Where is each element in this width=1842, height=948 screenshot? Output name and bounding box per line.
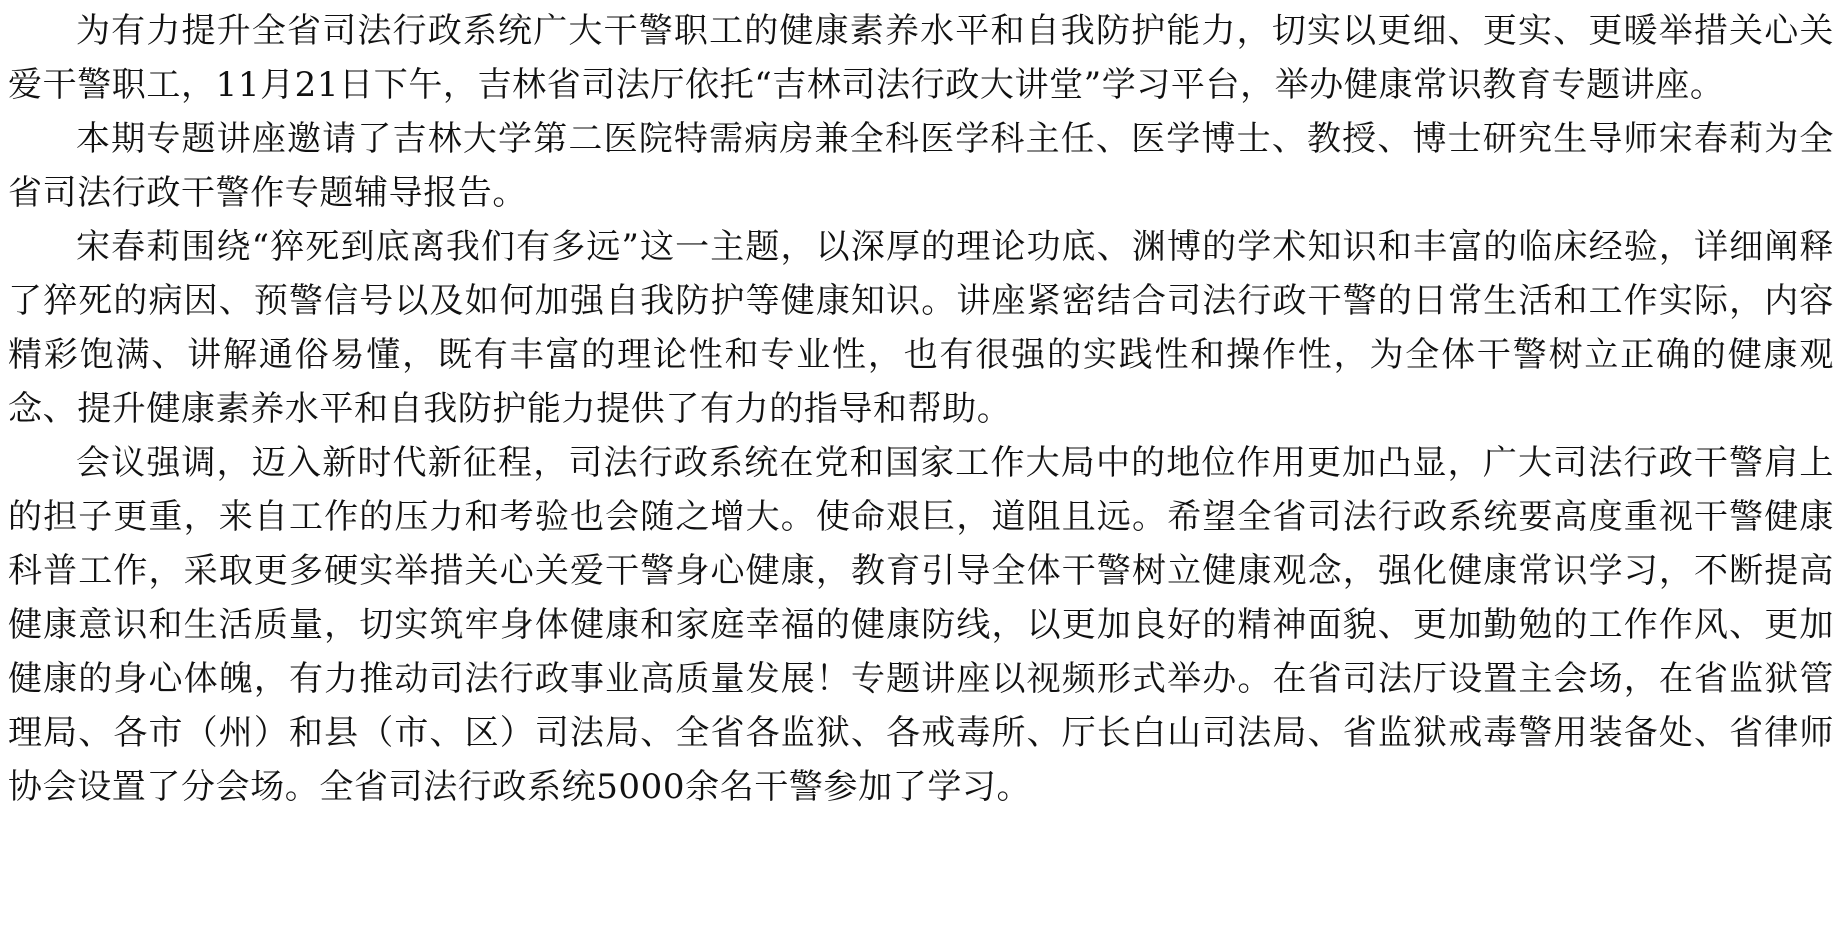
paragraph-intro: 为有力提升全省司法行政系统广大干警职工的健康素养水平和自我防护能力，切实以更细、更实、更暖举措关心关爱干警职工，11月21日下午，吉林省司法厅依托“吉林司法行政大讲堂”学习平台，举办健康常识教育专题讲座。 [8, 11, 1834, 105]
article-body [8, 4, 1834, 814]
paragraph-speaker: 本期专题讲座邀请了吉林大学第二医院特需病房兼全科医学科主任、医学博士、教授、博士研究生导师宋春莉为全省司法行政干警作专题辅导报告。 [8, 119, 1834, 213]
paragraph-lecture-content: 宋春莉围绕“猝死到底离我们有多远”这一主题，以深厚的理论功底、渊博的学术知识和丰富的临床经验，详细阐释了猝死的病因、预警信号以及如何加强自我防护等健康知识。讲座紧密结合司法行政干警的日常生活和工作实际，内容精彩饱满、讲解通俗易懂，既有丰富的理论性和专业性，也有很强的实践性和操作性，为全体干警树立正确的健康观念、提升健康素养水平和自我防护能力提供了有力的指导和帮助。 [8, 227, 1834, 429]
paragraph-conclusion: 会议强调，迈入新时代新征程，司法行政系统在党和国家工作大局中的地位作用更加凸显，广大司法行政干警肩上的担子更重，来自工作的压力和考验也会随之增大。使命艰巨，道阻且远。希望全省司法行政系统要高度重视干警健康科普工作，采取更多硬实举措关心关爱干警身心健康，教育引导全体干警树立健康观念，强化健康常识学习，不断提高健康意识和生活质量，切实筑牢身体健康和家庭幸福的健康防线，以更加良好的精神面貌、更加勤勉的工作作风、更加健康的身心体魄，有力推动司法行政事业高质量发展！专题讲座以视频形式举办。在省司法厅设置主会场，在省监狱管理局、各市（州）和县（市、区）司法局、全省各监狱、各戒毒所、厅长白山司法局、省监狱戒毒警用装备处、省律师协会设置了分会场。全省司法行政系统5000余名干警参加了学习。 [8, 443, 1834, 807]
